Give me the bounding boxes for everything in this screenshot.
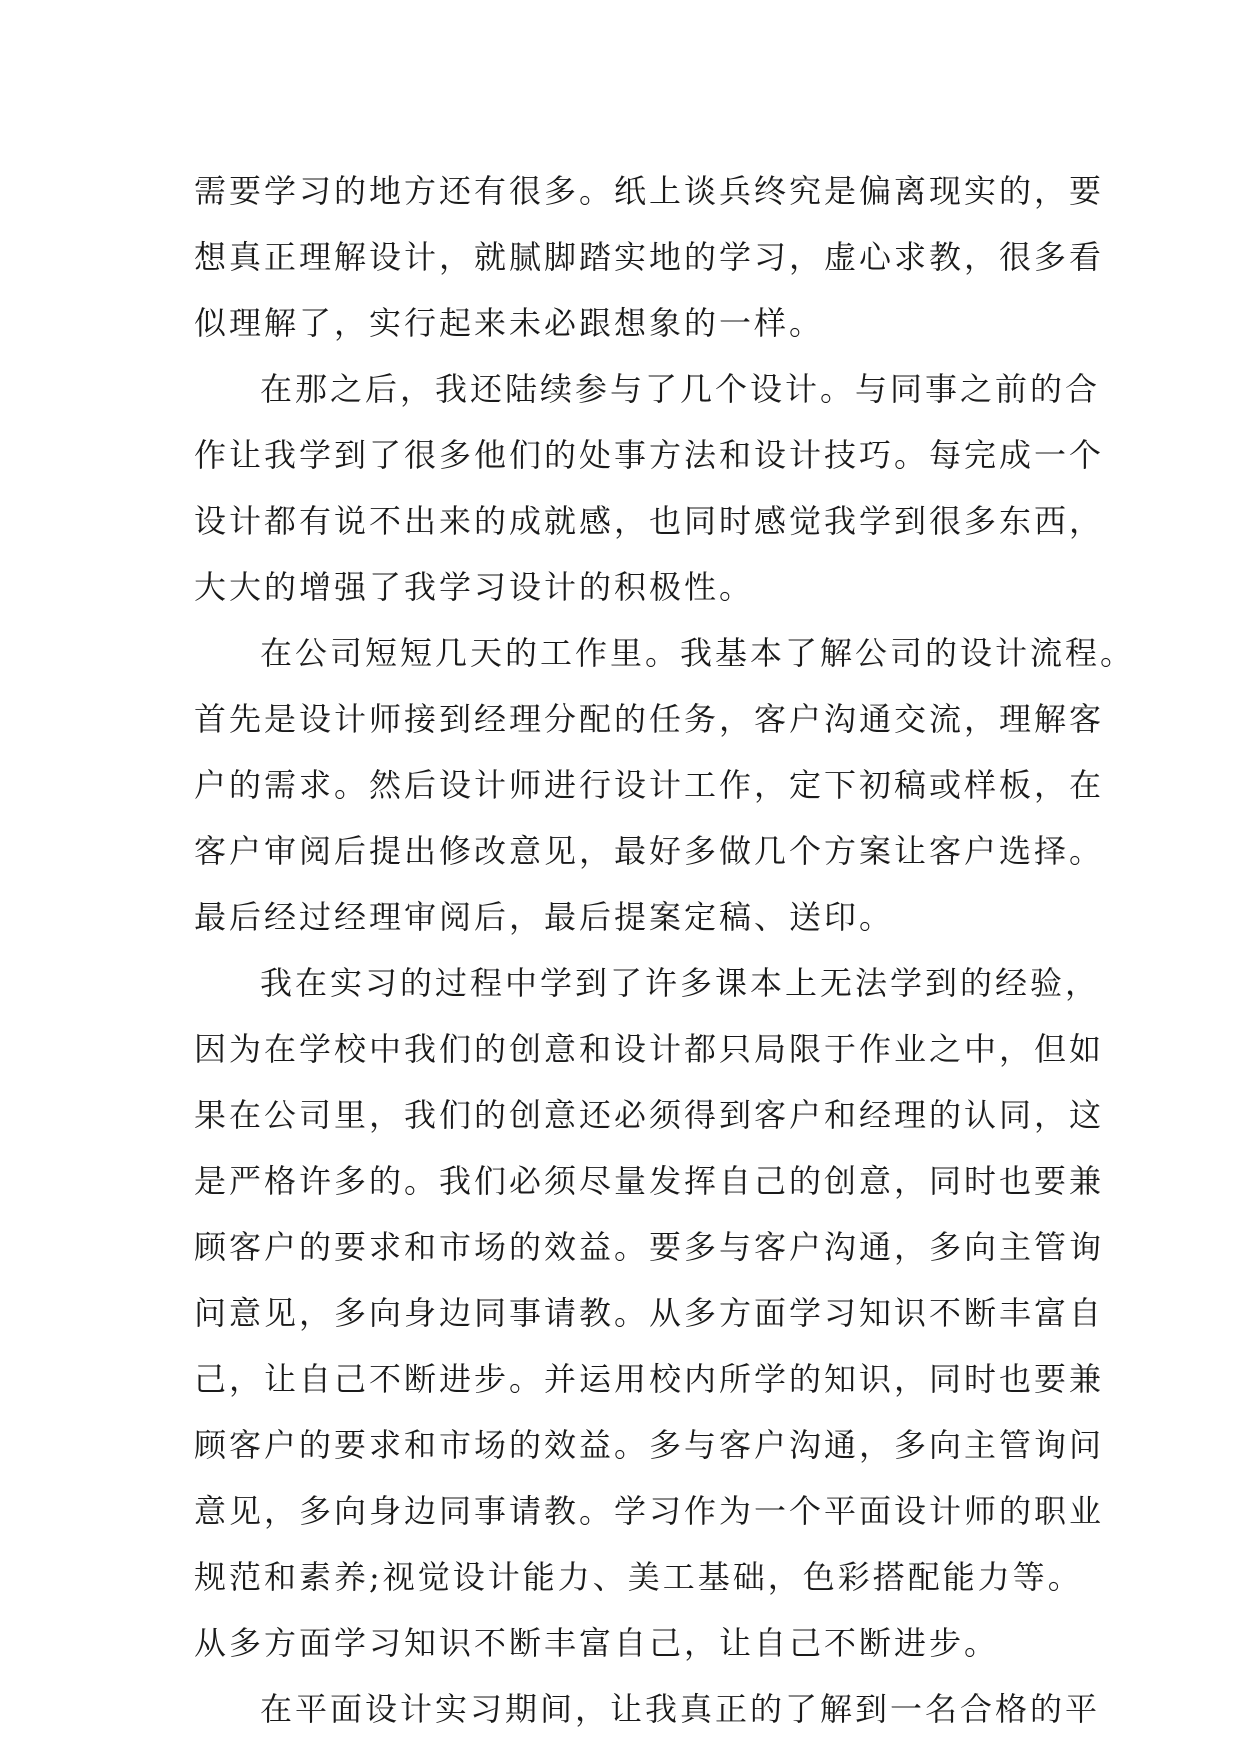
paragraph [194,620,1136,950]
text-line: 在平面设计实习期间，让我真正的了解到一名合格的平 [260,1690,1101,1728]
paragraph [194,1676,1101,1742]
text-line: 最后经过经理审阅后，最后提案定稿、送印。 [194,898,895,936]
text-line: 作让我学到了很多他们的处事方法和设计技巧。每完成一个 [194,436,1105,474]
text-line: 在那之后，我还陆续参与了几个设计。与同事之前的合 [260,370,1101,408]
text-line: 问意见，多向身边同事请教。从多方面学习知识不断丰富自 [194,1294,1105,1332]
text-line: 果在公司里，我们的创意还必须得到客户和经理的认同，这 [194,1096,1105,1134]
paragraph [194,950,1105,1676]
text-line: 顾客户的要求和市场的效益。要多与客户沟通，多向主管询 [194,1228,1105,1266]
text-line: 大大的增强了我学习设计的积极性。 [194,568,755,606]
text-line: 设计都有说不出来的成就感，也同时感觉我学到很多东西， [194,502,1105,540]
text-line: 需要学习的地方还有很多。纸上谈兵终究是偏离现实的，要 [194,172,1105,210]
text-line: 首先是设计师接到经理分配的任务，客户沟通交流，理解客 [194,700,1105,738]
text-line: 是严格许多的。我们必须尽量发挥自己的创意，同时也要兼 [194,1162,1105,1200]
text-line: 我在实习的过程中学到了许多课本上无法学到的经验， [260,964,1101,1002]
text-line: 想真正理解设计，就腻脚踏实地的学习，虚心求教，很多看 [194,238,1105,276]
text-line: 规范和素养;视觉设计能力、美工基础，色彩搭配能力等。 [194,1558,1083,1596]
text-line: 意见，多向身边同事请教。学习作为一个平面设计师的职业 [194,1492,1105,1530]
text-line: 户的需求。然后设计师进行设计工作，定下初稿或样板，在 [194,766,1105,804]
text-line: 客户审阅后提出修改意见，最好多做几个方案让客户选择。 [194,832,1105,870]
text-line: 似理解了，实行起来未必跟想象的一样。 [194,304,825,342]
paragraph [194,158,1105,356]
document-body [194,158,1136,1742]
text-line: 己，让自己不断进步。并运用校内所学的知识，同时也要兼 [194,1360,1105,1398]
paragraph [194,356,1105,620]
text-line: 在公司短短几天的工作里。我基本了解公司的设计流程。 [260,634,1136,672]
text-line: 顾客户的要求和市场的效益。多与客户沟通，多向主管询问 [194,1426,1105,1464]
text-line: 因为在学校中我们的创意和设计都只局限于作业之中，但如 [194,1030,1105,1068]
text-line: 从多方面学习知识不断丰富自己，让自己不断进步。 [194,1624,1000,1662]
